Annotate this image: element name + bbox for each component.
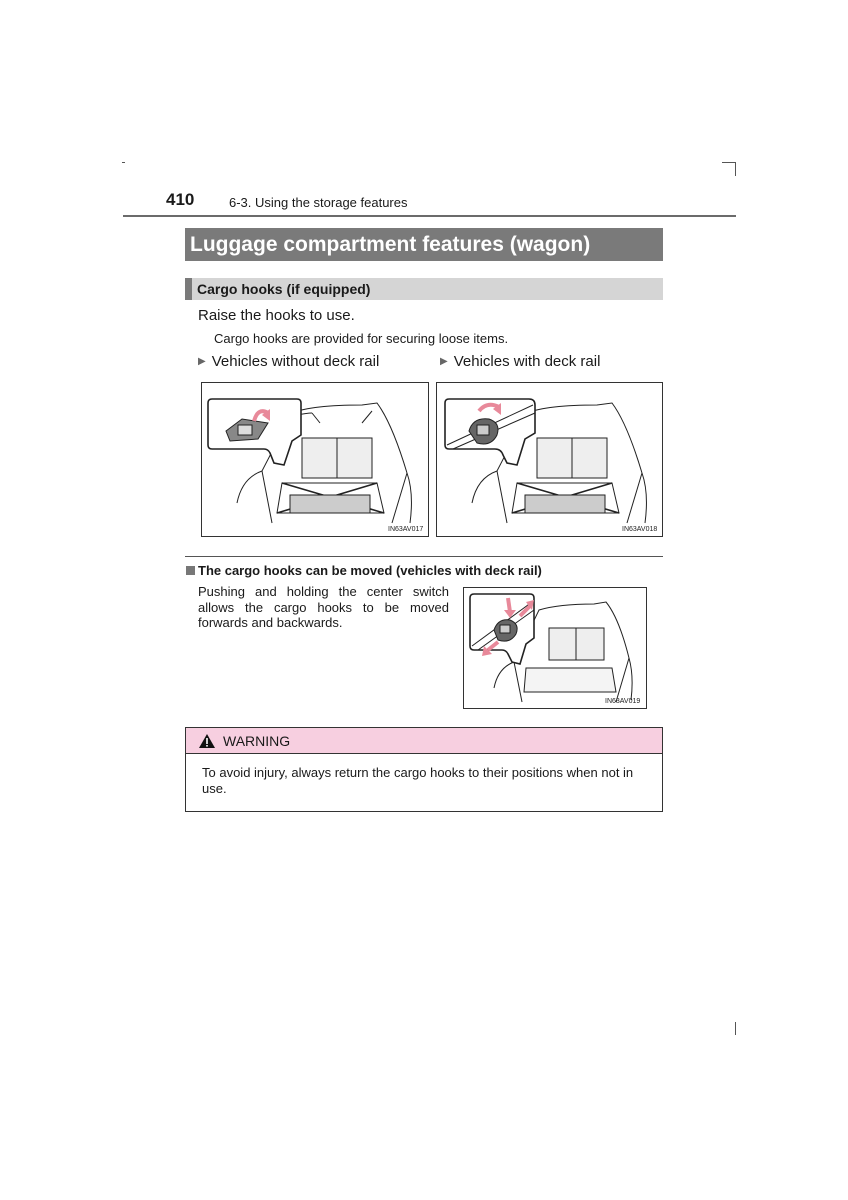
movable-hooks-text: Pushing and holding the center switch allows the cargo hooks to be moved forwards and backwards.: [198, 584, 449, 630]
figure-without-deck-rail: [201, 382, 429, 537]
warning-triangle-icon: [198, 733, 216, 749]
caption-with-deck-rail: [440, 353, 600, 370]
caption-right-label: Vehicles with deck rail: [453, 353, 601, 370]
page-title: Luggage compartment features (wagon): [185, 228, 663, 261]
cargo-area-illustration: [437, 383, 662, 536]
crop-mark-top-right-v: [735, 162, 736, 176]
description-text: Cargo hooks are provided for securing loose items.: [214, 331, 509, 346]
caption-left-label: Vehicles without deck rail: [211, 353, 380, 370]
section-path: 6-3. Using the storage features: [229, 195, 408, 210]
figure-movable-hooks: [463, 587, 647, 709]
figure-with-deck-rail: [436, 382, 663, 537]
figure-code: IN63AV017: [388, 526, 424, 533]
warning-box: [185, 727, 663, 812]
warning-header: [186, 728, 662, 754]
crop-mark-top-right-h: [722, 162, 736, 163]
cargo-area-illustration: [464, 588, 646, 708]
cargo-area-illustration: [202, 383, 428, 536]
instruction-text: Raise the hooks to use.: [198, 307, 355, 324]
warning-text: To avoid injury, always return the cargo hooks to their positions when not in use.: [202, 765, 634, 796]
triangle-bullet-icon: ▶: [440, 356, 448, 367]
triangle-bullet-icon: ▶: [198, 356, 206, 367]
figure-code: IN63AV018: [622, 526, 658, 533]
caption-without-deck-rail: [198, 353, 379, 370]
cargo-hooks-heading: Cargo hooks (if equipped): [185, 278, 663, 300]
crop-mark-bottom-right: [735, 1022, 736, 1035]
page-number: 410: [166, 190, 195, 209]
square-bullet-icon: [186, 566, 195, 575]
figure-code: IN63AV019: [605, 698, 641, 705]
section-divider: [185, 556, 663, 557]
movable-hooks-heading: [186, 563, 542, 578]
warning-label: WARNING: [223, 733, 291, 749]
movable-hooks-heading-text: The cargo hooks can be moved (vehicles with deck rail): [198, 563, 542, 578]
header-rule: [123, 215, 736, 217]
crop-mark-top-left: [122, 162, 125, 163]
